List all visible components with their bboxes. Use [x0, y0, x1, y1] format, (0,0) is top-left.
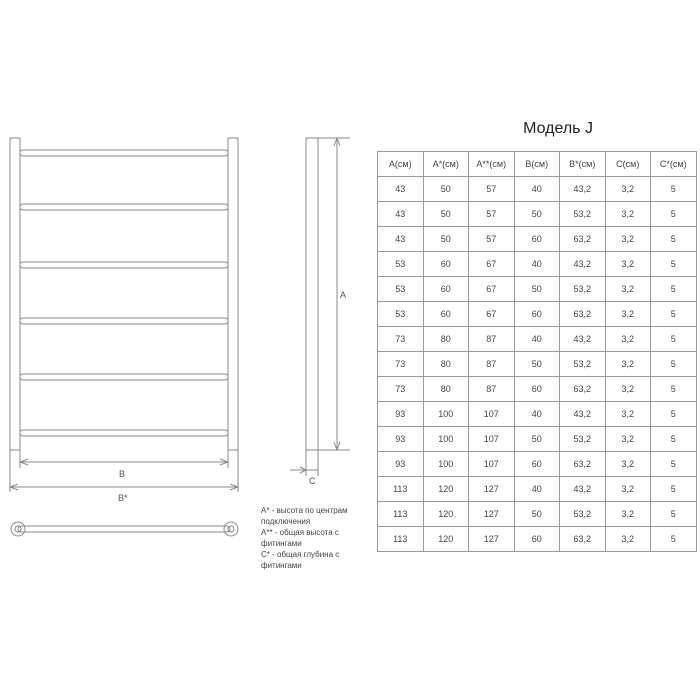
- table-cell: 3,2: [605, 427, 651, 452]
- table-cell: 43,2: [560, 477, 606, 502]
- rung: [20, 150, 228, 156]
- table-cell: 40: [514, 402, 560, 427]
- dimension-b-label: B: [119, 469, 126, 479]
- table-row: [378, 302, 697, 327]
- table-cell: 53,2: [560, 277, 606, 302]
- table-cell: 120: [423, 502, 469, 527]
- table-cell: 60: [423, 277, 469, 302]
- rung: [20, 374, 228, 380]
- table-cell: 60: [514, 377, 560, 402]
- table-row: [378, 427, 697, 452]
- table-header-row: [378, 152, 697, 177]
- table-cell: 63,2: [560, 302, 606, 327]
- table-cell: 5: [651, 327, 697, 352]
- table-cell: 50: [423, 202, 469, 227]
- table-cell: 57: [469, 202, 515, 227]
- table-cell: 60: [514, 227, 560, 252]
- table-cell: 53,2: [560, 427, 606, 452]
- table-cell: 3,2: [605, 502, 651, 527]
- table-cell: 113: [378, 477, 424, 502]
- rung: [20, 430, 228, 436]
- table-row: [378, 352, 697, 377]
- table-cell: 50: [423, 177, 469, 202]
- table-row: [378, 477, 697, 502]
- table-cell: 87: [469, 352, 515, 377]
- table-cell: 93: [378, 452, 424, 477]
- table-cell: 93: [378, 402, 424, 427]
- table-cell: 5: [651, 202, 697, 227]
- table-row: [378, 502, 697, 527]
- legend-item: C* - общая глубина с фитингами: [261, 550, 340, 570]
- table-cell: 50: [514, 427, 560, 452]
- table-cell: 50: [423, 227, 469, 252]
- table-cell: 40: [514, 477, 560, 502]
- table-cell: 3,2: [605, 477, 651, 502]
- table-cell: 50: [514, 202, 560, 227]
- table-cell: 73: [378, 352, 424, 377]
- table-cell: 5: [651, 477, 697, 502]
- table-cell: 127: [469, 477, 515, 502]
- table-row: [378, 402, 697, 427]
- table-cell: 53: [378, 302, 424, 327]
- table-cell: 80: [423, 352, 469, 377]
- table-cell: 5: [651, 377, 697, 402]
- rung: [20, 204, 228, 210]
- table-row: [378, 177, 697, 202]
- legend-item: A* - высота по центрам подключения: [261, 506, 348, 526]
- column-header: C(см): [605, 152, 651, 177]
- table-cell: 3,2: [605, 252, 651, 277]
- table-cell: 43: [378, 227, 424, 252]
- column-header: B*(см): [560, 152, 606, 177]
- table-cell: 63,2: [560, 452, 606, 477]
- top-view-bar: [18, 526, 230, 532]
- table-cell: 73: [378, 327, 424, 352]
- table-cell: 5: [651, 527, 697, 552]
- table-row: [378, 327, 697, 352]
- table-cell: 5: [651, 227, 697, 252]
- table-cell: 63,2: [560, 527, 606, 552]
- table-cell: 67: [469, 302, 515, 327]
- table-cell: 60: [514, 527, 560, 552]
- table-cell: 127: [469, 527, 515, 552]
- table-cell: 100: [423, 402, 469, 427]
- dimension-c-label: C: [309, 476, 316, 486]
- table-cell: 60: [514, 452, 560, 477]
- table-cell: 3,2: [605, 402, 651, 427]
- table-cell: 50: [514, 352, 560, 377]
- table-cell: 3,2: [605, 202, 651, 227]
- legend-item: A** - общая высота с фитингами: [261, 528, 339, 548]
- right-post: [228, 138, 238, 450]
- table-cell: 3,2: [605, 177, 651, 202]
- table-cell: 40: [514, 252, 560, 277]
- table-cell: 3,2: [605, 327, 651, 352]
- table-cell: 3,2: [605, 227, 651, 252]
- legend: [261, 505, 381, 571]
- table-cell: 5: [651, 427, 697, 452]
- table-cell: 3,2: [605, 452, 651, 477]
- model-title: Модель J: [523, 120, 593, 137]
- table-cell: 50: [514, 277, 560, 302]
- table-body: [378, 177, 697, 552]
- table-cell: 3,2: [605, 377, 651, 402]
- table-cell: 43: [378, 202, 424, 227]
- column-header: A**(см): [469, 152, 515, 177]
- table-cell: 53: [378, 252, 424, 277]
- table-cell: 107: [469, 452, 515, 477]
- table-cell: 63,2: [560, 227, 606, 252]
- table-row: [378, 377, 697, 402]
- table-cell: 100: [423, 427, 469, 452]
- table-cell: 43,2: [560, 252, 606, 277]
- table-cell: 120: [423, 527, 469, 552]
- dimensions-table: [377, 151, 697, 552]
- table-cell: 43,2: [560, 177, 606, 202]
- table-cell: 5: [651, 177, 697, 202]
- table-cell: 5: [651, 277, 697, 302]
- table-cell: 113: [378, 502, 424, 527]
- table-row: [378, 452, 697, 477]
- table-row: [378, 277, 697, 302]
- table-cell: 5: [651, 452, 697, 477]
- table-cell: 53,2: [560, 202, 606, 227]
- table-cell: 60: [423, 302, 469, 327]
- table-cell: 57: [469, 227, 515, 252]
- table-cell: 43,2: [560, 402, 606, 427]
- rung: [20, 262, 228, 268]
- rung: [20, 318, 228, 324]
- table-cell: 5: [651, 402, 697, 427]
- table-cell: 3,2: [605, 277, 651, 302]
- table-cell: 127: [469, 502, 515, 527]
- table-row: [378, 252, 697, 277]
- table-cell: 113: [378, 527, 424, 552]
- table-cell: 5: [651, 252, 697, 277]
- table-row: [378, 202, 697, 227]
- table-cell: 120: [423, 477, 469, 502]
- table-cell: 60: [514, 302, 560, 327]
- table-cell: 3,2: [605, 302, 651, 327]
- table-cell: 5: [651, 302, 697, 327]
- table-cell: 40: [514, 327, 560, 352]
- table-cell: 107: [469, 402, 515, 427]
- dimension-b-star-label: B*: [118, 493, 128, 503]
- table-cell: 5: [651, 502, 697, 527]
- table-cell: 80: [423, 327, 469, 352]
- side-view-post: [306, 138, 318, 450]
- table-cell: 73: [378, 377, 424, 402]
- top-view-right-end: [224, 522, 238, 536]
- table-cell: 50: [514, 502, 560, 527]
- table-row: [378, 227, 697, 252]
- table-cell: 43,2: [560, 327, 606, 352]
- table-row: [378, 527, 697, 552]
- dimension-a-label: A: [340, 290, 347, 300]
- column-header: B(см): [514, 152, 560, 177]
- table-cell: 107: [469, 427, 515, 452]
- table-cell: 60: [423, 252, 469, 277]
- table-cell: 87: [469, 327, 515, 352]
- table-cell: 57: [469, 177, 515, 202]
- column-header: A(см): [378, 152, 424, 177]
- table-cell: 87: [469, 377, 515, 402]
- table-cell: 80: [423, 377, 469, 402]
- table-cell: 53,2: [560, 352, 606, 377]
- table-cell: 53,2: [560, 502, 606, 527]
- table-cell: 67: [469, 277, 515, 302]
- column-header: C*(см): [651, 152, 697, 177]
- table-cell: 93: [378, 427, 424, 452]
- table-cell: 100: [423, 452, 469, 477]
- table-cell: 3,2: [605, 352, 651, 377]
- table-cell: 3,2: [605, 527, 651, 552]
- table-cell: 5: [651, 352, 697, 377]
- table-cell: 40: [514, 177, 560, 202]
- left-post: [10, 138, 20, 450]
- table-cell: 67: [469, 252, 515, 277]
- column-header: A*(см): [423, 152, 469, 177]
- table-cell: 63,2: [560, 377, 606, 402]
- table-cell: 43: [378, 177, 424, 202]
- table-cell: 53: [378, 277, 424, 302]
